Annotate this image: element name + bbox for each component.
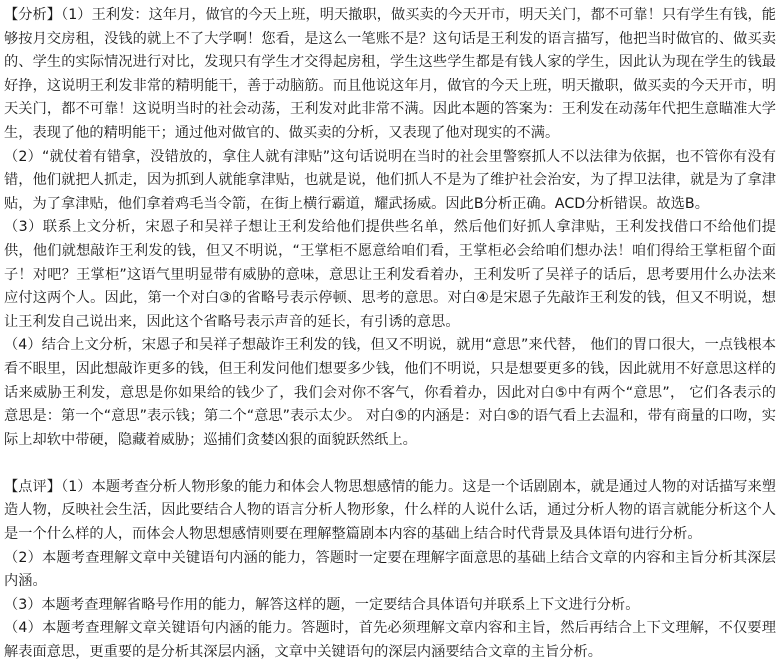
- section-spacer: [4, 452, 776, 476]
- analysis-paragraph-1: [4, 4, 776, 146]
- analysis-paragraph-2: （2）“就仗着有错拿，没错放的，拿住人就有津贴”这句话说明在当时的社会里警察抓人不以法律为依据，也不管你有没有错，他们就把人抓走，因为抓到人就能拿津贴，也就是说，他们抓人不是为了维护社会治安，为了捍卫法律，就是为了拿津贴，为了拿津贴，他们拿着鸡毛当令箭，在街上横行霸道，耀武扬威。因此B分析正确。ACD分析错误。故选B。: [4, 148, 776, 212]
- comment-text-1: （1）本题考查分析人物形象的能力和体会人物思想感情的能力。这是一个话剧剧本，就是通过人物的对话描写来塑造人物，反映社会生活，因此要结合人物的语言分析人物形象，什么样的人说什么话，通过分析人物的语言就能分析这个人是一个什么样的人，而体会人物思想感情则要在理解整篇剧本内容的基础上结合时代背景及具体语句进行分析。: [4, 478, 777, 543]
- answer-document: [4, 4, 776, 665]
- analysis-paragraph-3: （3）联系上文分析，宋恩子和吴祥子想让王利发给他们提供些名单，然后他们好抓人拿津贴，王利发找借口不给他们提供，他们就想敲诈王利发的钱，但又不明说，“王掌柜不愿意给咱们看，王掌柜必会给咱们想办法！咱们得给王掌柜留个面子！对吧？王掌柜”这语气里明显带有威胁的意味，意思让王利发看着办，王利发听了吴祥子的话后，思考要用什么办法来应付这两个人。因此，第一个对白③的省略号表示停顿、思考的意思。对白④是宋恩子先敲诈王利发的钱，但又不明说，想让王利发自己说出来，因此这个省略号表示声音的延长，有引诱的意思。: [4, 219, 776, 330]
- comment-paragraph-2: （2）本题考查理解文章中关键语句内涵的能力，答题时一定要在理解字面意思的基础上结合文章的内容和主旨分析其深层内涵。: [4, 549, 776, 590]
- analysis-text-1: （1）王利发：这年月，做官的今天上班，明天撤职，做买卖的今天开市，明天关门，都不可靠！只有学生有钱，能够按月交房租，没钱的就上不了大学啊！您看，是这么一笔账不是？这句话是王利发的语言描写，他把当时做官的、做买卖的、学生的实际情况进行对比，发现只有学生才交得起房租，学生这些学生都是有钱人家的学生，因此认为现在学生的钱最好挣，这说明王利发非常的精明能干，善于动脑筋。而且他说这年月，做官的今天上班，明天撤职，做买卖的今天开市，明天关门，都不可靠！这说明当时的社会动荡，王利发对此非常不满。因此本题的答案为：王利发在动荡年代把生意瞄准大学生，表现了他的精明能干；通过他对做官的、做买卖的分析，又表现了他对现实的不满。: [4, 7, 777, 141]
- comment-tag: 【点评】: [4, 478, 62, 495]
- comment-paragraph-3: （3）本题考查理解省略号作用的能力，解答这样的题，一定要结合具体语句并联系上下文进行分析。: [4, 596, 640, 613]
- analysis-tag: 【分析】: [4, 7, 62, 23]
- comment-paragraph-4: （4）本题考查理解文章关键语句内涵的能力。答题时，首先必须理解文章内容和主旨，然后再结合上下文理解，不仅要理解表面意思，更重要的是分析其深层内涵，文章中关键语句的深层内涵要结合文章的主旨分析。: [4, 620, 776, 661]
- analysis-paragraph-4: （4）结合上文分析，宋恩子和吴祥子想敲诈王利发的钱，但又不明说，就用“意思”来代替， 他们的胃口很大，一点钱根本看不眼里，因此想敲诈更多的钱，但王利发问他们想要多少钱，他们不明说，只是想要更多的钱，因此就用不好意思这样的话来威胁王利发，意思是你如果给的钱少了，我们会对你不客气，你看着办，因此对白⑤中有两个“意思”， 它们各表示的意思是：第一个“意思”表示钱；第二个“意思”表示太少。 对白⑤的内涵是：对白⑤的语气看上去温和，带有商量的口吻，实际上却软中带硬，隐藏着威胁；巡捕们贪婪凶狠的面貌跃然纸上。: [4, 337, 776, 448]
- comment-paragraph-1: [4, 476, 776, 547]
